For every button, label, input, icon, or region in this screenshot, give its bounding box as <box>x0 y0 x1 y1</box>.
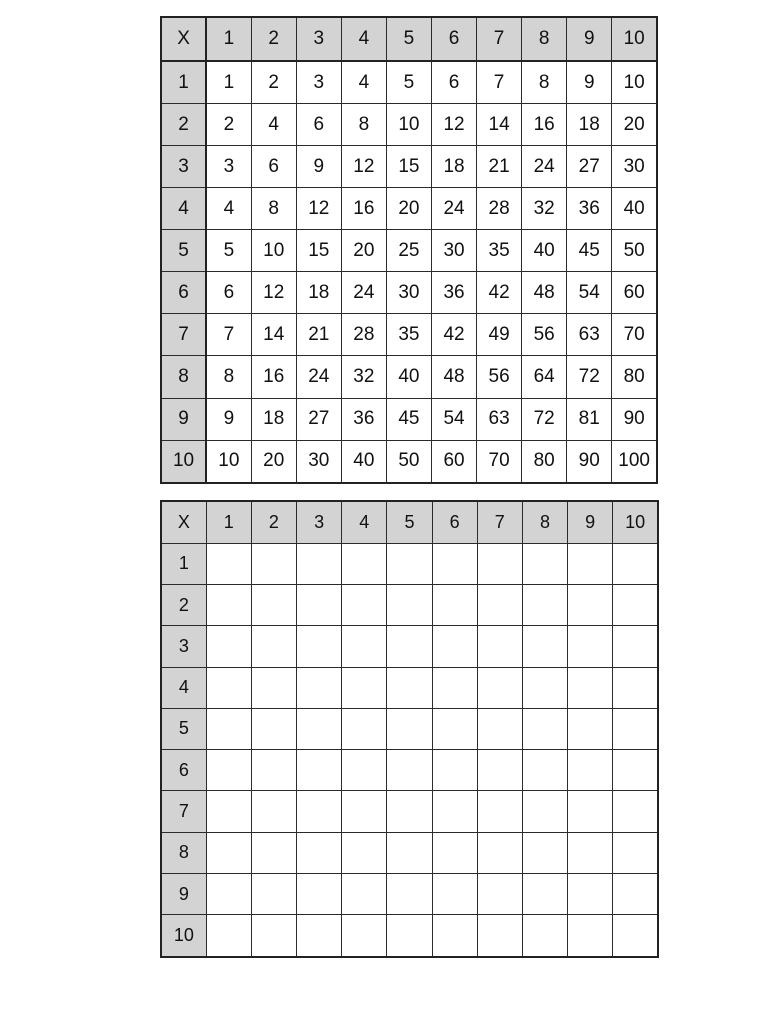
blank-answer-cell[interactable] <box>477 626 522 667</box>
product-cell: 9 <box>296 146 341 188</box>
blank-answer-cell[interactable] <box>613 915 658 957</box>
blank-answer-cell[interactable] <box>522 585 567 626</box>
blank-answer-cell[interactable] <box>477 873 522 914</box>
blank-answer-cell[interactable] <box>387 543 432 584</box>
product-cell: 21 <box>477 146 522 188</box>
row-header: 10 <box>161 440 206 483</box>
blank-answer-cell[interactable] <box>613 626 658 667</box>
product-cell: 16 <box>522 104 567 146</box>
product-cell: 48 <box>431 356 476 398</box>
product-cell: 12 <box>431 104 476 146</box>
blank-answer-cell[interactable] <box>251 585 296 626</box>
product-cell: 3 <box>296 61 341 104</box>
corner-cell: X <box>161 17 206 61</box>
blank-answer-cell[interactable] <box>522 543 567 584</box>
product-cell: 49 <box>477 314 522 356</box>
product-cell: 30 <box>386 272 431 314</box>
blank-answer-cell[interactable] <box>251 791 296 832</box>
blank-answer-cell[interactable] <box>387 626 432 667</box>
product-cell: 36 <box>567 188 612 230</box>
product-cell: 56 <box>522 314 567 356</box>
blank-answer-cell[interactable] <box>432 832 477 873</box>
blank-answer-cell[interactable] <box>251 543 296 584</box>
table-row <box>161 272 657 314</box>
table-row <box>161 104 657 146</box>
blank-answer-cell[interactable] <box>613 667 658 708</box>
blank-answer-cell[interactable] <box>522 667 567 708</box>
product-cell: 24 <box>522 146 567 188</box>
product-cell: 6 <box>296 104 341 146</box>
blank-answer-cell[interactable] <box>613 543 658 584</box>
column-header: 2 <box>251 501 296 543</box>
blank-answer-cell[interactable] <box>522 708 567 749</box>
blank-answer-cell[interactable] <box>432 543 477 584</box>
column-header: 5 <box>387 501 432 543</box>
blank-answer-cell[interactable] <box>522 750 567 791</box>
row-header: 6 <box>161 750 206 791</box>
product-cell: 8 <box>206 356 251 398</box>
product-cell: 10 <box>612 61 657 104</box>
table-row <box>161 585 658 626</box>
blank-answer-cell[interactable] <box>206 915 251 957</box>
product-cell: 16 <box>251 356 296 398</box>
column-header: 6 <box>431 17 476 61</box>
blank-answer-cell[interactable] <box>251 832 296 873</box>
product-cell: 18 <box>296 272 341 314</box>
blank-answer-cell[interactable] <box>297 915 342 957</box>
product-cell: 18 <box>251 398 296 440</box>
product-cell: 6 <box>251 146 296 188</box>
table-row <box>161 667 658 708</box>
product-cell: 5 <box>206 230 251 272</box>
table-row <box>161 146 657 188</box>
blank-answer-cell[interactable] <box>342 585 387 626</box>
row-header: 8 <box>161 832 206 873</box>
product-cell: 24 <box>296 356 341 398</box>
product-cell: 35 <box>477 230 522 272</box>
row-header: 3 <box>161 146 206 188</box>
blank-answer-cell[interactable] <box>387 585 432 626</box>
product-cell: 18 <box>567 104 612 146</box>
product-cell: 15 <box>296 230 341 272</box>
product-cell: 5 <box>386 61 431 104</box>
table-row <box>161 750 658 791</box>
column-header: 6 <box>432 501 477 543</box>
product-cell: 40 <box>341 440 386 483</box>
column-header: 3 <box>297 501 342 543</box>
blank-answer-cell[interactable] <box>342 543 387 584</box>
product-cell: 45 <box>386 398 431 440</box>
blank-answer-cell[interactable] <box>477 708 522 749</box>
product-cell: 70 <box>612 314 657 356</box>
row-header: 4 <box>161 667 206 708</box>
blank-answer-cell[interactable] <box>251 626 296 667</box>
product-cell: 14 <box>477 104 522 146</box>
product-cell: 9 <box>567 61 612 104</box>
blank-answer-cell[interactable] <box>613 708 658 749</box>
product-cell: 12 <box>296 188 341 230</box>
blank-answer-cell[interactable] <box>432 873 477 914</box>
blank-answer-cell[interactable] <box>477 750 522 791</box>
blank-answer-cell[interactable] <box>568 791 613 832</box>
product-cell: 28 <box>477 188 522 230</box>
product-cell: 24 <box>431 188 476 230</box>
blank-answer-cell[interactable] <box>206 543 251 584</box>
blank-answer-cell[interactable] <box>522 791 567 832</box>
blank-answer-cell[interactable] <box>297 626 342 667</box>
blank-table-body <box>161 501 658 957</box>
product-cell: 4 <box>341 61 386 104</box>
row-header: 6 <box>161 272 206 314</box>
row-header: 9 <box>161 398 206 440</box>
product-cell: 100 <box>612 440 657 483</box>
product-cell: 6 <box>431 61 476 104</box>
product-cell: 10 <box>206 440 251 483</box>
product-cell: 63 <box>477 398 522 440</box>
product-cell: 12 <box>341 146 386 188</box>
product-cell: 20 <box>251 440 296 483</box>
blank-answer-cell[interactable] <box>342 873 387 914</box>
blank-answer-cell[interactable] <box>387 791 432 832</box>
product-cell: 21 <box>296 314 341 356</box>
product-cell: 60 <box>612 272 657 314</box>
column-header: 7 <box>477 501 522 543</box>
table-row <box>161 543 658 584</box>
blank-answer-cell[interactable] <box>297 585 342 626</box>
blank-answer-cell[interactable] <box>613 791 658 832</box>
blank-answer-cell[interactable] <box>522 915 567 957</box>
product-cell: 70 <box>477 440 522 483</box>
product-cell: 4 <box>206 188 251 230</box>
product-cell: 48 <box>522 272 567 314</box>
product-cell: 32 <box>341 356 386 398</box>
blank-answer-cell[interactable] <box>432 791 477 832</box>
product-cell: 72 <box>522 398 567 440</box>
blank-answer-cell[interactable] <box>297 832 342 873</box>
table-row <box>161 188 657 230</box>
blank-answer-cell[interactable] <box>206 626 251 667</box>
row-header: 5 <box>161 708 206 749</box>
product-cell: 15 <box>386 146 431 188</box>
product-cell: 90 <box>567 440 612 483</box>
product-cell: 90 <box>612 398 657 440</box>
product-cell: 30 <box>431 230 476 272</box>
corner-cell: X <box>161 501 206 543</box>
product-cell: 24 <box>341 272 386 314</box>
column-header: 9 <box>567 17 612 61</box>
product-cell: 3 <box>206 146 251 188</box>
blank-answer-cell[interactable] <box>477 585 522 626</box>
blank-answer-cell[interactable] <box>297 667 342 708</box>
row-header: 7 <box>161 314 206 356</box>
blank-answer-cell[interactable] <box>477 832 522 873</box>
blank-answer-cell[interactable] <box>206 667 251 708</box>
blank-answer-cell[interactable] <box>297 873 342 914</box>
product-cell: 14 <box>251 314 296 356</box>
table-row <box>161 832 658 873</box>
row-header: 5 <box>161 230 206 272</box>
product-cell: 80 <box>522 440 567 483</box>
product-cell: 20 <box>612 104 657 146</box>
blank-answer-cell[interactable] <box>206 832 251 873</box>
product-cell: 32 <box>522 188 567 230</box>
blank-answer-cell[interactable] <box>568 873 613 914</box>
blank-answer-cell[interactable] <box>251 750 296 791</box>
product-cell: 8 <box>522 61 567 104</box>
blank-answer-cell[interactable] <box>568 626 613 667</box>
product-cell: 80 <box>612 356 657 398</box>
row-header: 4 <box>161 188 206 230</box>
blank-answer-cell[interactable] <box>613 873 658 914</box>
product-cell: 50 <box>386 440 431 483</box>
row-header: 9 <box>161 873 206 914</box>
row-header: 10 <box>161 915 206 957</box>
row-header: 3 <box>161 626 206 667</box>
blank-answer-cell[interactable] <box>251 915 296 957</box>
product-cell: 72 <box>567 356 612 398</box>
table-row <box>161 398 657 440</box>
blank-answer-cell[interactable] <box>342 832 387 873</box>
blank-answer-cell[interactable] <box>342 708 387 749</box>
column-header: 8 <box>522 17 567 61</box>
blank-answer-cell[interactable] <box>432 585 477 626</box>
blank-answer-cell[interactable] <box>522 873 567 914</box>
product-cell: 7 <box>477 61 522 104</box>
table-row <box>161 708 658 749</box>
column-header: 10 <box>612 17 657 61</box>
product-cell: 20 <box>386 188 431 230</box>
table-row <box>161 915 658 957</box>
row-header: 8 <box>161 356 206 398</box>
blank-answer-cell[interactable] <box>568 543 613 584</box>
product-cell: 64 <box>522 356 567 398</box>
product-cell: 6 <box>206 272 251 314</box>
product-cell: 18 <box>431 146 476 188</box>
product-cell: 1 <box>206 61 251 104</box>
product-cell: 2 <box>206 104 251 146</box>
row-header: 2 <box>161 104 206 146</box>
row-header: 2 <box>161 585 206 626</box>
product-cell: 40 <box>386 356 431 398</box>
column-header: 9 <box>568 501 613 543</box>
product-cell: 4 <box>251 104 296 146</box>
blank-answer-cell[interactable] <box>297 708 342 749</box>
column-header: 3 <box>296 17 341 61</box>
product-cell: 30 <box>296 440 341 483</box>
blank-answer-cell[interactable] <box>387 832 432 873</box>
row-header: 1 <box>161 61 206 104</box>
blank-answer-cell[interactable] <box>432 626 477 667</box>
blank-answer-cell[interactable] <box>432 667 477 708</box>
blank-answer-cell[interactable] <box>477 543 522 584</box>
product-cell: 54 <box>431 398 476 440</box>
product-cell: 28 <box>341 314 386 356</box>
blank-answer-cell[interactable] <box>206 708 251 749</box>
product-cell: 42 <box>477 272 522 314</box>
blank-answer-cell[interactable] <box>613 832 658 873</box>
blank-answer-cell[interactable] <box>251 873 296 914</box>
blank-answer-cell[interactable] <box>206 750 251 791</box>
product-cell: 54 <box>567 272 612 314</box>
blank-answer-cell[interactable] <box>387 708 432 749</box>
blank-answer-cell[interactable] <box>251 667 296 708</box>
column-header: 4 <box>341 17 386 61</box>
blank-answer-cell[interactable] <box>568 585 613 626</box>
product-cell: 2 <box>251 61 296 104</box>
row-header: 1 <box>161 543 206 584</box>
blank-answer-cell[interactable] <box>342 915 387 957</box>
blank-answer-cell[interactable] <box>342 750 387 791</box>
blank-answer-cell[interactable] <box>387 750 432 791</box>
product-cell: 50 <box>612 230 657 272</box>
column-header: 1 <box>206 501 251 543</box>
blank-answer-cell[interactable] <box>432 750 477 791</box>
blank_table-header-row <box>161 501 658 543</box>
blank-answer-cell[interactable] <box>342 791 387 832</box>
table-row <box>161 314 657 356</box>
product-cell: 81 <box>567 398 612 440</box>
product-cell: 40 <box>522 230 567 272</box>
product-cell: 36 <box>341 398 386 440</box>
product-cell: 56 <box>477 356 522 398</box>
table-row <box>161 873 658 914</box>
blank-answer-cell[interactable] <box>522 626 567 667</box>
blank-answer-cell[interactable] <box>297 791 342 832</box>
product-cell: 9 <box>206 398 251 440</box>
blank-answer-cell[interactable] <box>568 915 613 957</box>
blank-answer-cell[interactable] <box>477 791 522 832</box>
blank-answer-cell[interactable] <box>342 626 387 667</box>
product-cell: 7 <box>206 314 251 356</box>
product-cell: 27 <box>567 146 612 188</box>
row-header: 7 <box>161 791 206 832</box>
blank-answer-cell[interactable] <box>251 708 296 749</box>
blank-answer-cell[interactable] <box>568 832 613 873</box>
product-cell: 8 <box>341 104 386 146</box>
blank-answer-cell[interactable] <box>477 915 522 957</box>
product-cell: 12 <box>251 272 296 314</box>
column-header: 8 <box>522 501 567 543</box>
column-header: 5 <box>386 17 431 61</box>
blank-answer-cell[interactable] <box>297 750 342 791</box>
product-cell: 20 <box>341 230 386 272</box>
product-cell: 27 <box>296 398 341 440</box>
blank-answer-cell[interactable] <box>568 750 613 791</box>
blank-answer-cell[interactable] <box>342 667 387 708</box>
product-cell: 10 <box>386 104 431 146</box>
blank-answer-cell[interactable] <box>206 873 251 914</box>
product-cell: 30 <box>612 146 657 188</box>
blank-answer-cell[interactable] <box>432 708 477 749</box>
product-cell: 40 <box>612 188 657 230</box>
filled_table-header-row <box>161 17 657 61</box>
product-cell: 10 <box>251 230 296 272</box>
product-cell: 45 <box>567 230 612 272</box>
column-header: 7 <box>477 17 522 61</box>
product-cell: 25 <box>386 230 431 272</box>
filled-table-body <box>161 17 657 483</box>
product-cell: 8 <box>251 188 296 230</box>
blank-answer-cell[interactable] <box>297 543 342 584</box>
table-row <box>161 440 657 483</box>
table-row <box>161 791 658 832</box>
product-cell: 16 <box>341 188 386 230</box>
product-cell: 60 <box>431 440 476 483</box>
product-cell: 42 <box>431 314 476 356</box>
blank-answer-cell[interactable] <box>568 708 613 749</box>
column-header: 1 <box>206 17 251 61</box>
multiplication-table-blank <box>160 500 659 958</box>
table-row <box>161 356 657 398</box>
blank-answer-cell[interactable] <box>613 585 658 626</box>
blank-answer-cell[interactable] <box>477 667 522 708</box>
blank-answer-cell[interactable] <box>568 667 613 708</box>
column-header: 2 <box>251 17 296 61</box>
blank-answer-cell[interactable] <box>387 667 432 708</box>
blank-answer-cell[interactable] <box>206 585 251 626</box>
table-row <box>161 230 657 272</box>
product-cell: 35 <box>386 314 431 356</box>
blank-answer-cell[interactable] <box>522 832 567 873</box>
blank-answer-cell[interactable] <box>387 915 432 957</box>
column-header: 4 <box>342 501 387 543</box>
multiplication-table-filled <box>160 16 658 484</box>
table-row <box>161 626 658 667</box>
blank-answer-cell[interactable] <box>432 915 477 957</box>
blank-answer-cell[interactable] <box>206 791 251 832</box>
table-row <box>161 61 657 104</box>
blank-answer-cell[interactable] <box>387 873 432 914</box>
product-cell: 63 <box>567 314 612 356</box>
blank-answer-cell[interactable] <box>613 750 658 791</box>
product-cell: 36 <box>431 272 476 314</box>
column-header: 10 <box>613 501 658 543</box>
